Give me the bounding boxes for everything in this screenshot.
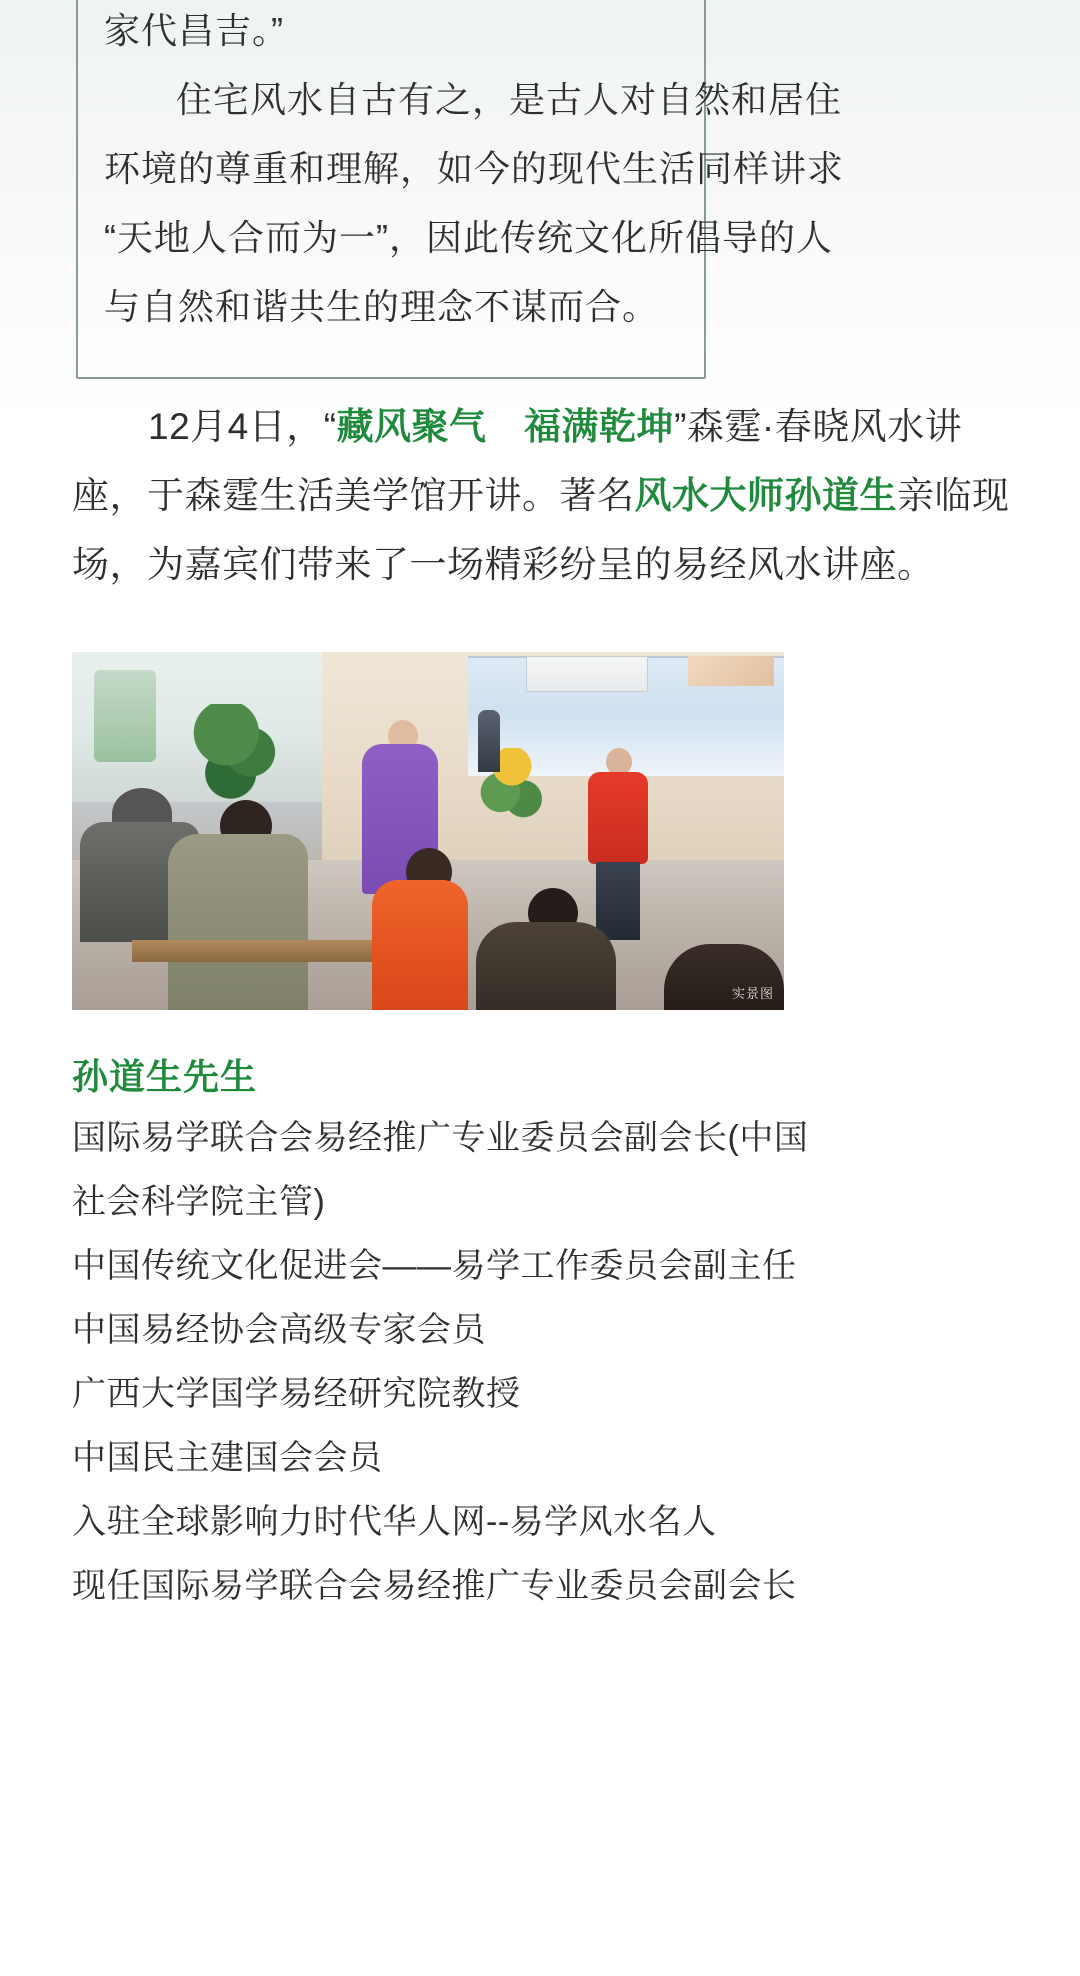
photo-audience-dark (476, 922, 616, 1010)
photo-plant (192, 704, 278, 800)
biography-block (72, 1048, 1022, 1618)
biography-line: 现任国际易学联合会易经推广专业委员会副会长 (72, 1567, 797, 1605)
biography-line: 中国传统文化促进会——易学工作委员会副主任 (72, 1247, 797, 1285)
intro-highlight-master: 风水大师孙 (634, 475, 822, 516)
intro-line2: 水讲座，于森霆生活美学馆开讲。著名 (72, 406, 963, 516)
quote-line: 家代昌吉。” (104, 10, 284, 51)
quote-line: 住宅风水自古有之，是古人对自然和居住 (176, 79, 843, 120)
photo-watermark: 实景图 (731, 986, 774, 1001)
quote-box (76, 0, 845, 379)
intro-date: 12月4日，“ (148, 406, 337, 447)
biography-line: 国际易学联合会易经推广专业委员会副会长(中国 (72, 1119, 809, 1157)
photo-audience-khaki (168, 834, 308, 1010)
photo-canvas (72, 652, 784, 1010)
biography-line: 中国易经协会高级专家会员 (72, 1311, 486, 1349)
biography-line: 中国民主建国会会员 (72, 1439, 383, 1477)
photo-speaker-legs (596, 862, 640, 940)
lecture-photo (72, 652, 784, 1010)
biography-line: 广西大学国学易经研究院教授 (72, 1375, 521, 1413)
photo-speaker-jacket (588, 772, 648, 864)
biography-name: 孙道生先生 (72, 1056, 258, 1097)
photo-audience-orange (372, 880, 468, 1010)
intro-paragraph (72, 392, 1012, 599)
photo-standing-guest (478, 710, 500, 772)
quote-line: “天地人合而为一”，因此传统文化所倡导的人 (104, 217, 833, 258)
quote-line: 环境的尊重和理解，如今的现代生活同样讲求 (104, 148, 845, 189)
quote-line: 与自然和谐共生的理念不谋而合。 (104, 286, 660, 327)
intro-line3: 亲临现场，为嘉宾们带来了一场精彩纷呈的易 (72, 475, 1010, 585)
intro-highlight-master-name: 道生 (822, 475, 897, 516)
intro-highlight-theme: 藏风聚气 福满乾坤 (336, 406, 675, 447)
biography-line: 入驻全球影响力时代华人网--易学风水名人 (72, 1503, 717, 1541)
photo-bench (132, 940, 392, 962)
intro-line4: 经风水讲座。 (709, 544, 935, 585)
biography-line: 社会科学院主管) (72, 1183, 326, 1221)
intro-mid: ”森霆·春晓风 (674, 406, 888, 447)
